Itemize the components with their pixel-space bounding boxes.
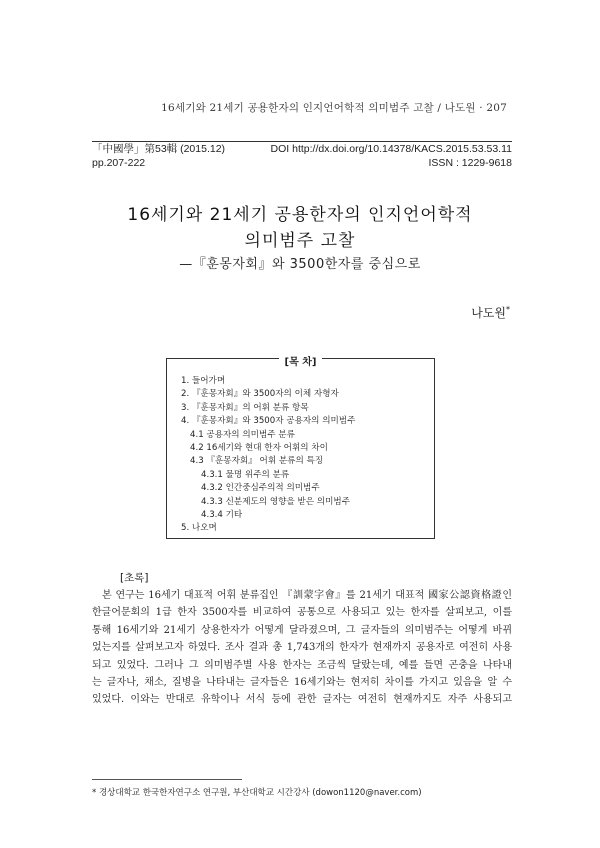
paper-title-line-2: 의미범주 고찰 (244, 231, 356, 251)
issn: ISSN : 1229-9618 (428, 157, 512, 169)
author (471, 304, 510, 321)
toc-item: 4.2 16세기와 현대 한자 어휘의 차이 (190, 442, 328, 453)
abstract-label: [초록] (120, 572, 149, 584)
table-of-contents (166, 358, 435, 539)
toc-item: 1. 들어가며 (181, 376, 226, 386)
abstract-line: 었는지를 살펴보고자 하였다. 조사 결과 총 1,743개의 한자가 현재까지 공용자로 여전히 사용 (92, 642, 512, 654)
toc-item: 3. 『훈몽자회』의 어휘 분류 항목 (181, 402, 309, 413)
toc-heading: [목 차] (167, 350, 434, 369)
paper-title-line-1: 16세기와 21세기 공용한자의 인지언어학적 (127, 205, 473, 225)
abstract-line: 는 글자나, 채소, 질병을 나타내는 글자들은 16세기와는 현저히 차이를 가지고 있음을 알 수 (92, 676, 512, 688)
toc-item: 4. 『훈몽자회』와 3500자 공용자의 의미범주 (181, 416, 356, 427)
toc-item: 2. 『훈몽자회』와 3500자의 이체 자형자 (181, 389, 339, 400)
page-range: pp.207-222 (92, 157, 146, 169)
abstract-line: 되고 있었다. 그러나 그 의미범주별 사용 한자는 조금씩 달랐는데, 예를 들면 곤충을 나타내 (92, 659, 512, 671)
abstract-line: 있었다. 이와는 반대로 유학이나 서식 등에 관한 글자는 여전히 현재까지도 자주 사용되고 (92, 694, 512, 706)
running-head: 16세기와 21세기 공용한자의 인지언어학적 의미범주 고찰 / 나도원 · 207 (161, 102, 507, 114)
author-footnote-mark: * (506, 305, 510, 314)
toc-item: 4.3.2 인간중심주의적 의미범주 (201, 483, 320, 494)
paper-subtitle: —『훈몽자회』와 3500한자를 중심으로 (179, 257, 421, 272)
abstract-line: 한글어문회의 1급 한자 3500자를 비교하여 공통으로 사용되고 있는 한자를 살피보고, 이를 (92, 607, 512, 619)
toc-item: 5. 나오며 (181, 523, 217, 534)
toc-item: 4.1 공용자의 의미범주 분류 (190, 429, 295, 440)
author-footnote: * 경상대학교 한국한자연구소 연구원, 부산대학교 시간강사 (dowon1120@naver.com) (92, 788, 422, 798)
author-name: 나도원 (471, 306, 506, 320)
toc-item: 4.3.1 물명 위주의 분류 (201, 469, 290, 480)
article-meta (92, 141, 512, 170)
doi-link[interactable]: DOI http://dx.doi.org/10.14378/KACS.2015.53.53.11 (270, 143, 512, 155)
journal-info: 「中國學」第53輯 (2015.12) (92, 143, 226, 155)
toc-item: 4.3.3 신분제도의 영향을 받은 의미범주 (201, 496, 351, 507)
abstract-body (92, 587, 512, 709)
footnote-divider (92, 779, 242, 780)
toc-item: 4.3.4 기타 (201, 509, 243, 520)
abstract-line: 통해 16세기와 21세기 상용한자가 어떻게 달라졌으며, 그 글자들의 의미범주는 어떻게 바뀌 (92, 624, 512, 636)
abstract-line: 본 연구는 16세기 대표적 어휘 분류집인 『訓蒙字會』를 21세기 대표적 國家公認資格證인 (102, 590, 512, 601)
toc-list (181, 375, 355, 536)
title-block (0, 202, 600, 276)
toc-item: 4.3 『훈몽자회』 어휘 분류의 특징 (190, 456, 324, 467)
